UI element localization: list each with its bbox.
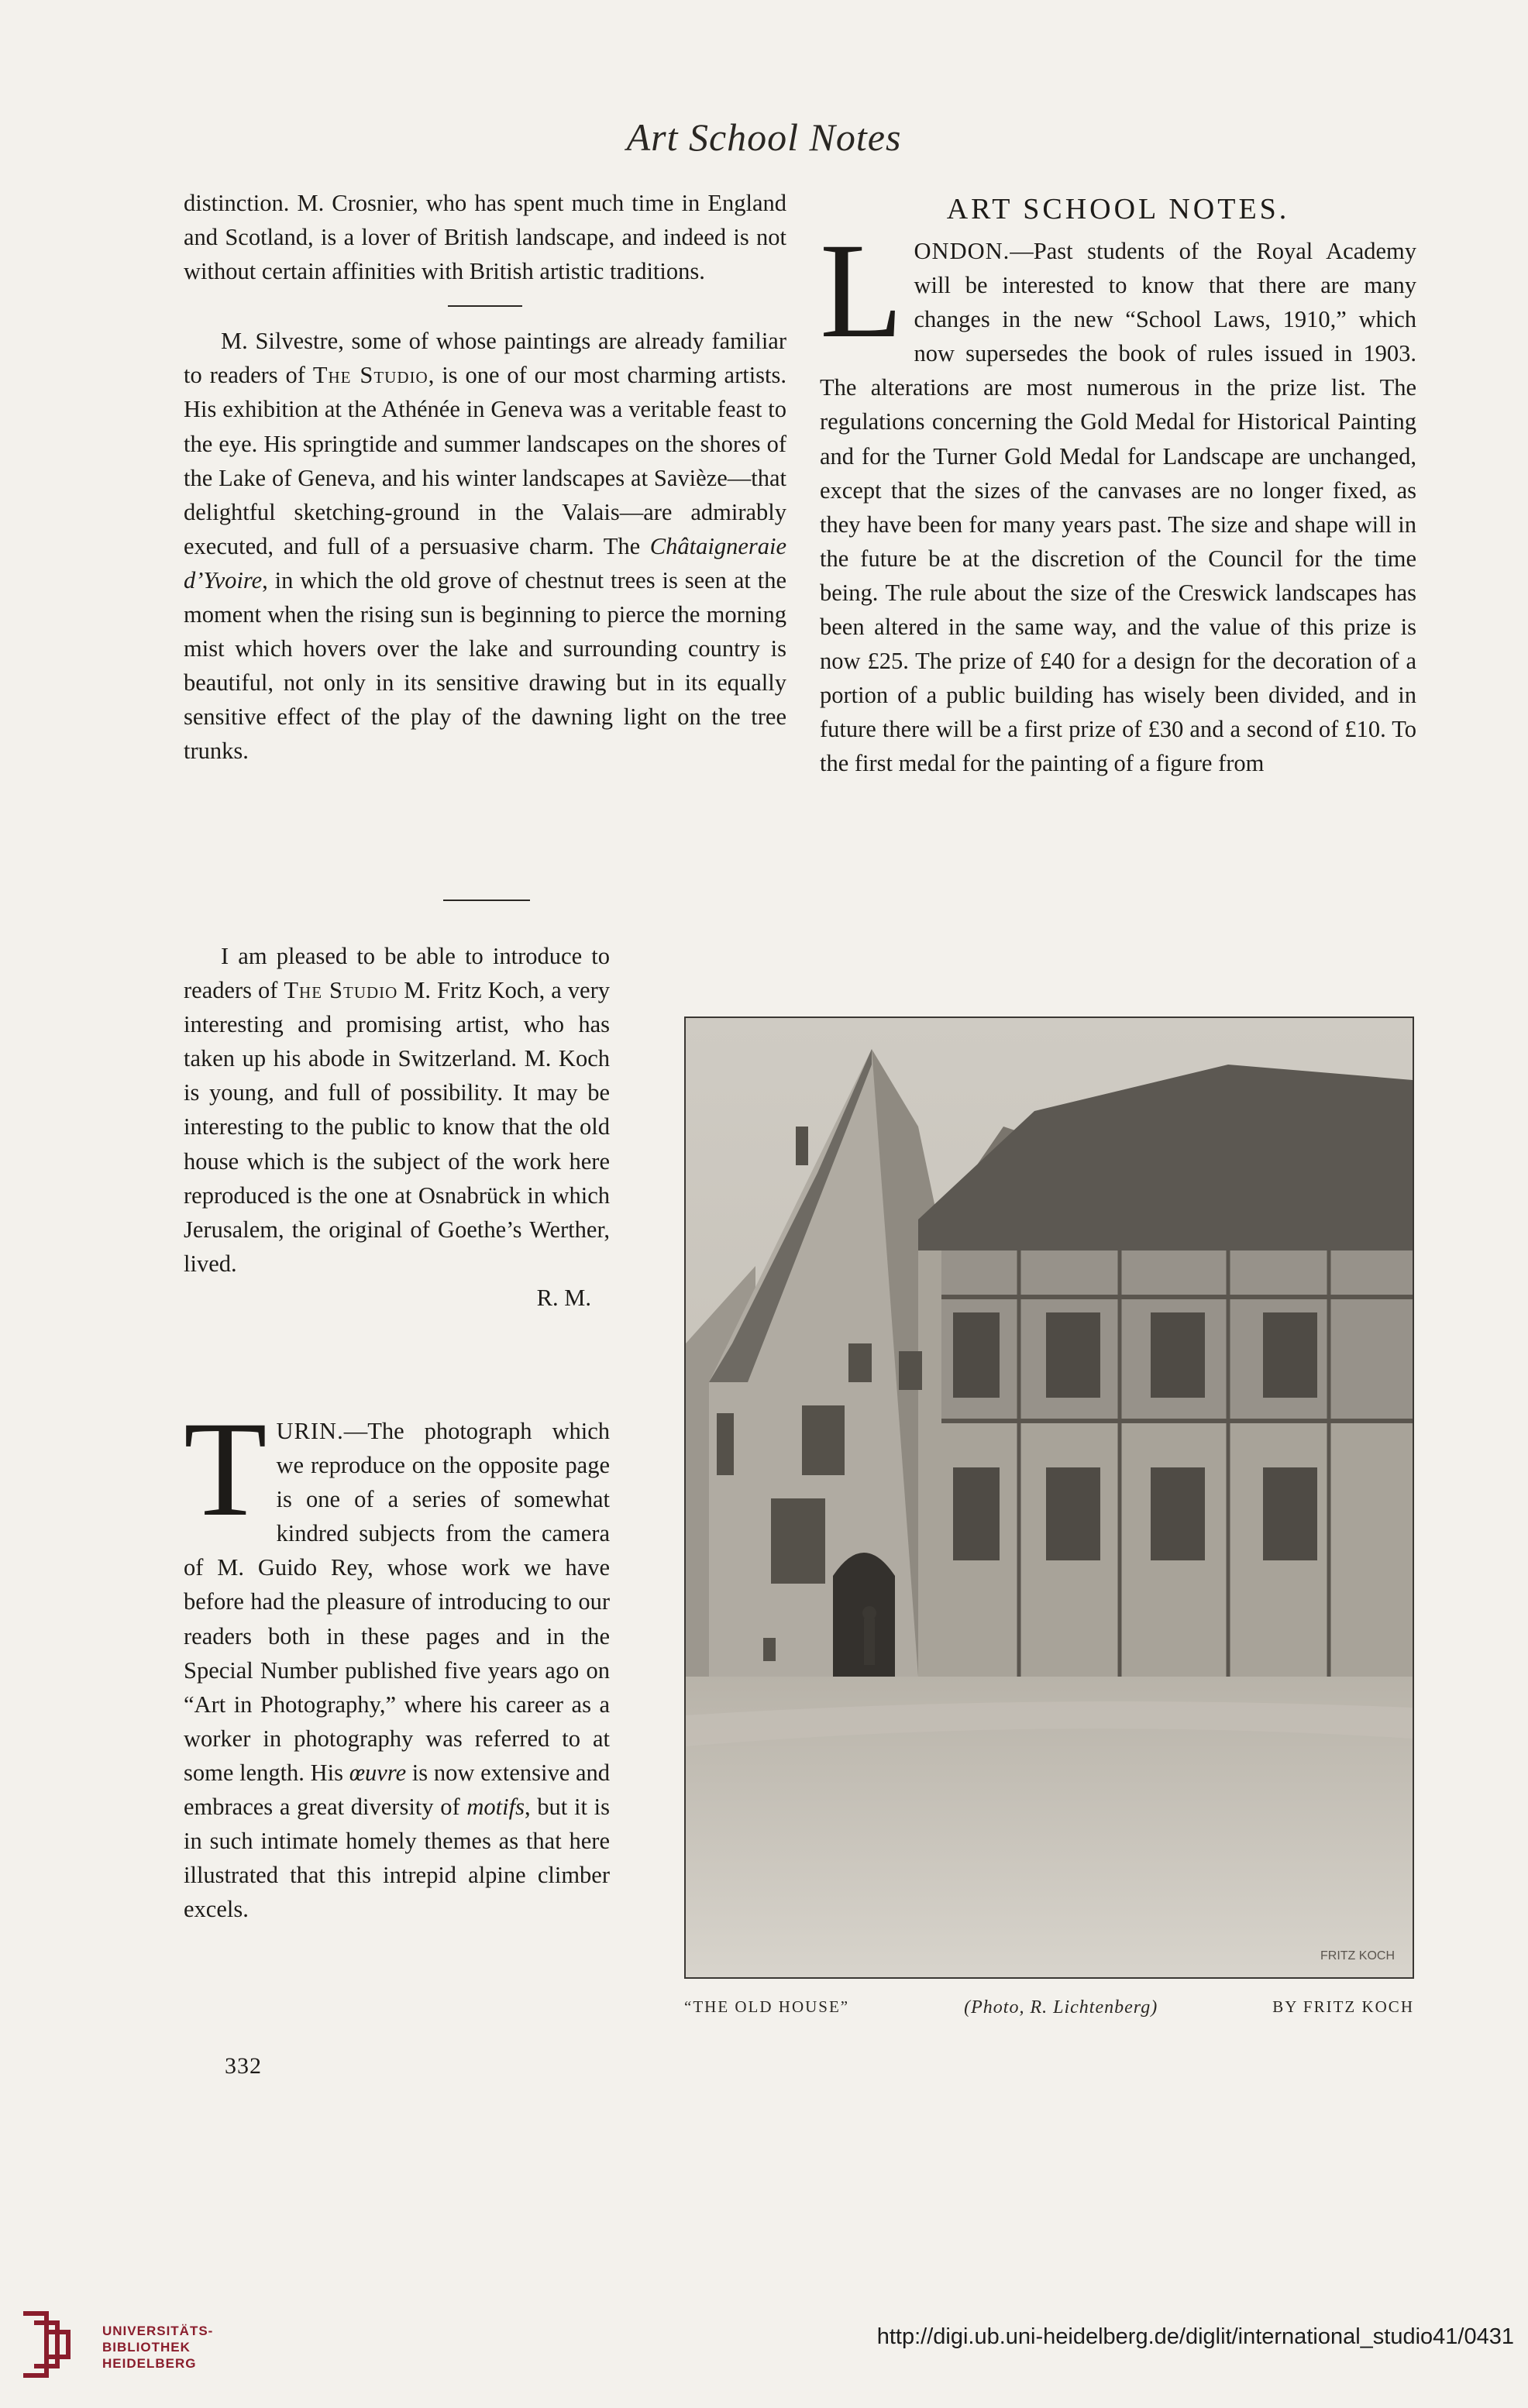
- london-text: —Past students of the Royal Academy will be interested to know that there are many changes in the new “School Laws, 1910,” which now supersedes the book of rules issued in 1903. The alterations are most numerous in the prize list. The regulations concerning the Gold Medal for Historical Painting and for the Turner Gold Medal for Landscape are unchanged, except that the sizes of the canvases are no longer fixed, as they have been for many years past. The size and shape will in the future be at the discretion of the Council for the time being. The rule about the size of the Creswick landscapes has been altered in the same way, and the value of this prize is now £25. The prize of £40 for a design for the decoration of a portion of a public building has wisely been divided, and in future there will be a first prize of £30 and a second of £10. To the first medal for the painting of a figure from: [820, 238, 1416, 777]
- turin-text-3: , but it is in such intimate homely themes as that here illustrated that this intrepid alpine climber excels.: [184, 1794, 610, 1923]
- figure-caption: [684, 1997, 1414, 2018]
- author-signature: R. M.: [536, 1284, 591, 1311]
- right-column: [820, 191, 1416, 781]
- painting-title: Châtaigneraie d’Yvoire: [184, 532, 786, 593]
- caption-credit: (Photo, R. Lichtenberg): [964, 1997, 1158, 2018]
- paragraph-london: [820, 215, 1416, 781]
- silvestre-text-start: M. Silvestre, some of whose paintings are already familiar to readers of: [184, 328, 786, 389]
- oeuvre-word: œuvre: [349, 1759, 407, 1786]
- painting-signature: FRITZ KOCH: [1320, 1949, 1395, 1963]
- turin-text-2: is now extensive and embraces a great diversity of: [184, 1759, 610, 1821]
- turin-paragraph-block: [184, 1394, 610, 1926]
- dropcap-t: T: [184, 1394, 267, 1545]
- caption-artist: BY FRITZ KOCH: [1272, 1997, 1414, 2016]
- koch-text-end: M. Fritz Koch, a very interesting and promising artist, who has taken up his abode in Switzerland. M. Koch is young, and full of possibility. It may be interesting to the public to know that the old house which is the subject of the work here reproduced is the one at Osnabrück in which Jerusalem, the original of Goethe’s Werther, lived.: [184, 977, 610, 1277]
- turin-text-1: —The photograph which we reproduce on the opposite page is one of a series of somewhat kindred subjects from the camera of M. Guido Rey, whose work we have before had the pleasure of introducing to our readers both in these pages and in the Special Number published five years ago on “Art in Photography,” where his career as a worker in photography was referred to at some length. His: [184, 1418, 610, 1786]
- library-line-1: UNIVERSITÄTS-: [102, 2324, 214, 2338]
- magazine-name: The Studio: [312, 362, 428, 389]
- page-number: 332: [225, 2053, 262, 2079]
- dropcap-l: L: [820, 215, 903, 366]
- old-house-painting: [684, 1017, 1414, 1979]
- section-divider: [448, 305, 522, 307]
- motifs-word: motifs: [466, 1794, 525, 1821]
- koch-paragraph-block: [184, 939, 610, 1315]
- library-line-2: BIBLIOTHEK: [102, 2340, 191, 2355]
- turin-lead: URIN.: [276, 1418, 344, 1444]
- silvestre-text-end: , in which the old grove of chestnut trees is seen at the moment when the rising sun is beginning to pierce the morning mist which hovers over the lake and surrounding country is beautiful, not only in its sensitive drawing but in its equally sensitive effect of the play of the dawning light on the tree trunks.: [184, 566, 786, 765]
- painting-image: [686, 1018, 1413, 1977]
- caption-title: “THE OLD HOUSE”: [684, 1997, 850, 2016]
- paragraph-koch: [184, 939, 610, 1281]
- paragraph-turin: [184, 1394, 610, 1926]
- library-mark-icon: [15, 2306, 84, 2383]
- magazine-name-2: The Studio: [284, 977, 398, 1004]
- source-url-link[interactable]: http://digi.ub.uni-heidelberg.de/diglit/international_studio41/0431: [876, 2324, 1514, 2349]
- koch-text-start: I am pleased to be able to introduce to readers of: [184, 943, 610, 1004]
- paragraph-crosnier: distinction. M. Crosnier, who has spent much time in England and Scotland, is a lover of British landscape, and indeed is not without certain affinities with British artistic traditions.: [184, 190, 786, 285]
- section-divider-2: [443, 900, 530, 901]
- library-line-3: HEIDELBERG: [102, 2356, 197, 2371]
- left-column: [184, 186, 786, 769]
- silvestre-text-mid: , is one of our most charming artists. His exhibition at the Athénée in Geneva was a veritable feast to the eye. His springtide and summer landscapes on the shores of the Lake of Geneva, and his winter landscapes at Savièze—that delightful sketching-ground in the Valais—are admirably executed, and full of a persuasive charm. The: [184, 362, 787, 559]
- paragraph-silvestre: [184, 324, 786, 768]
- section-title: ART SCHOOL NOTES.: [946, 193, 1290, 225]
- library-logo: [15, 2306, 248, 2391]
- london-lead: ONDON.: [914, 238, 1010, 264]
- running-head: Art School Notes: [626, 115, 902, 159]
- library-name: [102, 2323, 213, 2372]
